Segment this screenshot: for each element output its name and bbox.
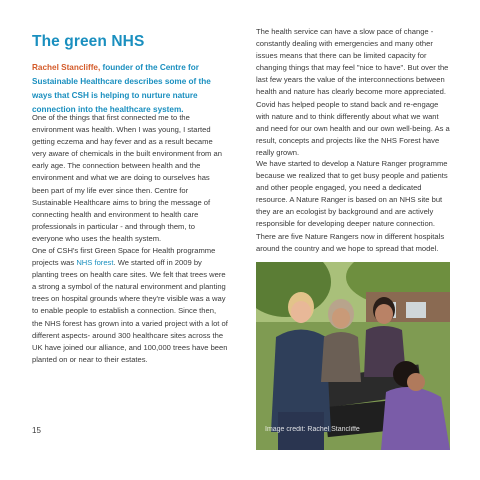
p2-end: . We started off in 2009 by planting trees on health care sites. We felt that trees were a strong a symbol of the natural environment and planting trees on hospital grounds where they're visible was a way to enable people to establish a connection. Since then, the NHS forest has grown into a varied project with a lot of different aspects- around 300 healthcare sites across the UK have joined our alliance, and 100,000 trees have been planted on or near to their estates.	[32, 258, 228, 364]
body-paragraph-3: The health service can have a slow pace of change - constantly dealing with emergencies and many other issues means that there can be limited capacity for changing things that may feel "nice to have". But over the last few years the value of the interconnections between health and nature has clearly become more appreciated. Covid has helped people to stand back and re-engage with nature and to think differently about what we want and need for our own health and our own well-being. As a result, concepts and projects like the NHS Forest have really grown.	[256, 27, 450, 157]
author-name: Rachel Stancliffe,	[32, 63, 101, 72]
body-paragraph-4: We have started to develop a Nature Ranger programme because we realized that to get busy people and patients and other people engaged, you need a dedicated resource. A Nature Ranger is based on an NHS site but they are an ecologist by background and are actively responsible for developing deeper nature connection. There are five Nature Rangers now in different hospitals around the country and we hope to spread that model.	[256, 159, 448, 253]
nhs-forest-link[interactable]: NHS forest	[76, 258, 114, 268]
nature-ranger-photo	[256, 262, 450, 450]
page-title: The green NHS	[32, 33, 145, 50]
lead-text: founder of the Centre for Sustainable Healthcare describes some of the ways that CSH is helping to nurture nature connection into the healthcare system.	[32, 63, 211, 114]
body-paragraph-1: One of the things that first connected me to the environment was health. When I was young, I started getting eczema and hay fever and as a result became very aware of chemicals in the built environment from an early age. The connection between health and the environment and what we are doing to ourselves has been part of my life ever since then. Centre for Sustainable Healthcare aims to bring the message of connecting health and environment to health care professionals in particular - and through them, to everyone who uses the health system.	[32, 113, 222, 243]
lead-paragraph	[32, 61, 228, 117]
page-number: 15	[32, 426, 41, 435]
p2-start: One of CSH's first Green Space for Health programme projects was	[32, 246, 216, 268]
photo-credit: Image credit: Rachel Stancliffe	[265, 426, 360, 433]
body-paragraph-2	[32, 245, 228, 366]
